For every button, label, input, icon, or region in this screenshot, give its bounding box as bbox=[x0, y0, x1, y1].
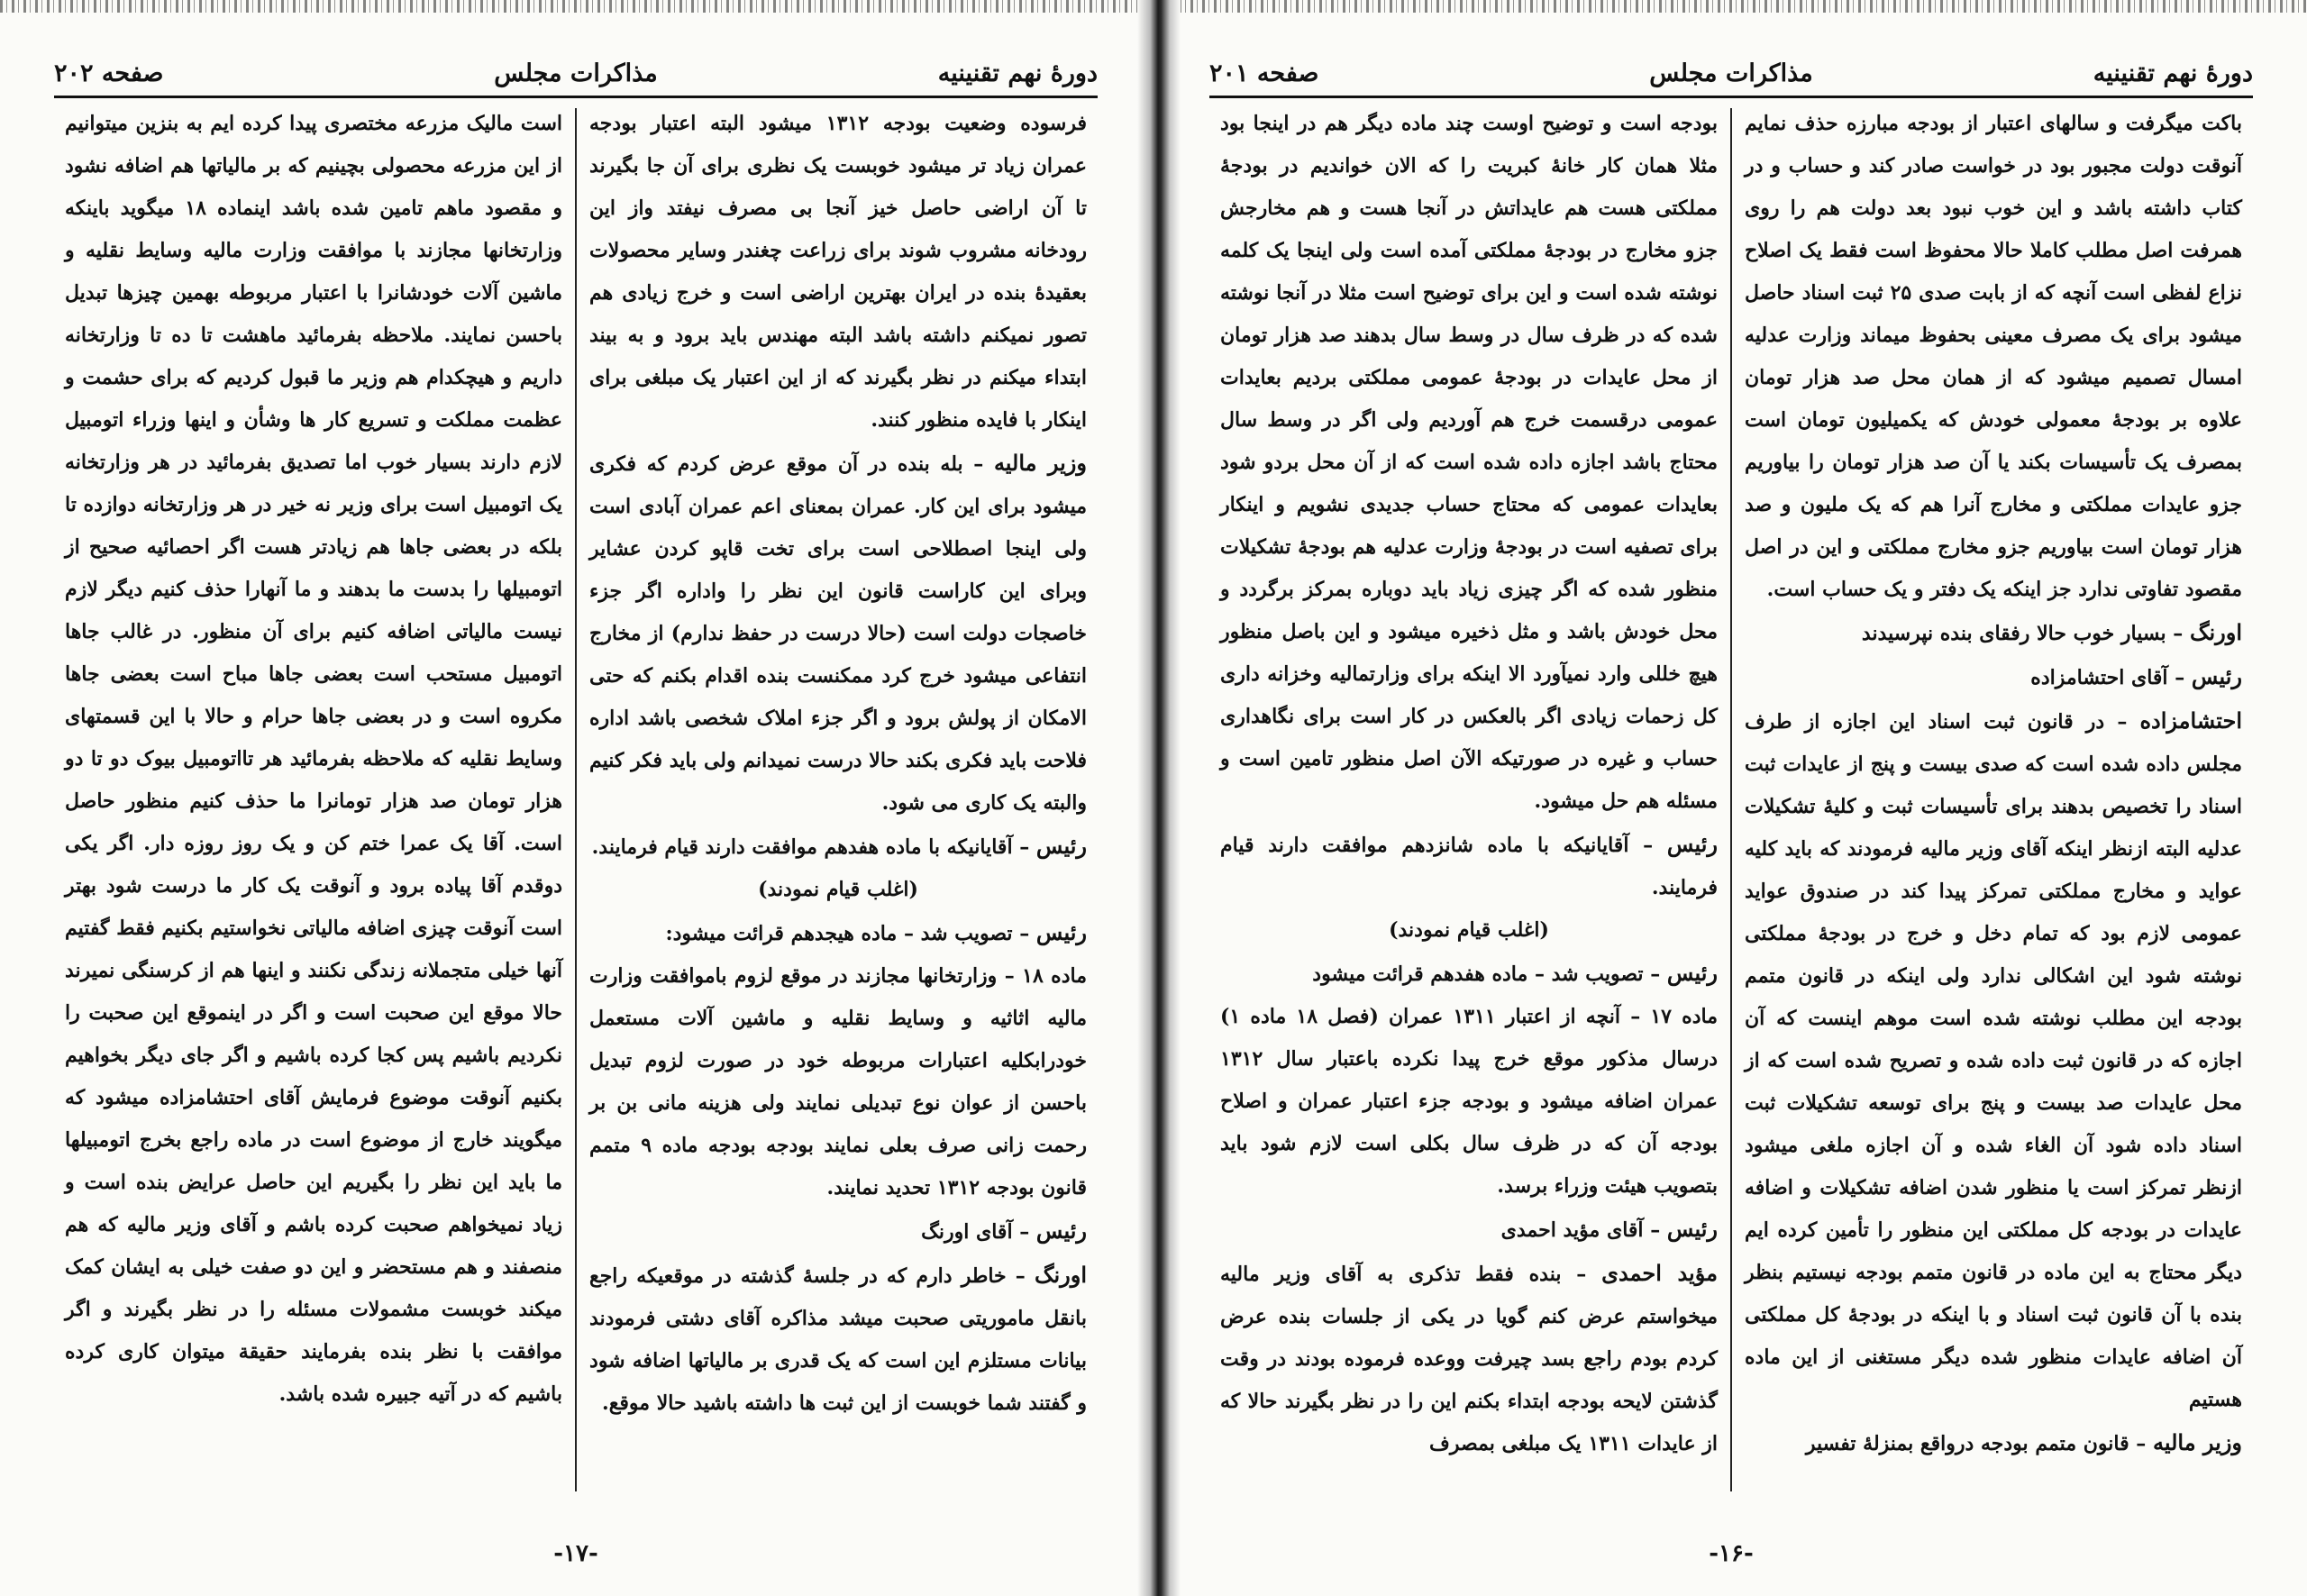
right-page bbox=[1155, 0, 2307, 1596]
speaker-name: رئیس bbox=[1666, 831, 1718, 857]
paragraph-text: – بله بنده در آن موقع عرض کردم که فکری میشود برای این کار. عمران بمعنای اعم عمران آبادی است ولی اینجا اصطلاحی است برای تخت قاپو کردن عشایر وبرای این کاراست قانون این نظر را واداره اگر جزء خاصجات دولت است (حالا درست در حفظ ندارم) از مخارج انتفاعی میشود خرج کرد ممکنست بنده اقدام بکنم که حتی الامکان از پولش برود و اگر جزء املاک شخصی باشد اداره فلاحت باید فکری بکند حالا درست نمیدانم ولی باید فکر کنیم والبته یک کاری می شود. bbox=[589, 452, 1087, 815]
paragraph bbox=[589, 911, 1087, 955]
paragraph bbox=[1220, 952, 1718, 996]
left-page-header bbox=[54, 54, 1098, 92]
speaker-name: رئیس bbox=[1666, 1216, 1718, 1242]
speaker-name: اورنگ bbox=[2189, 619, 2242, 645]
session-title: دورهٔ نهم تقنینیه bbox=[937, 59, 1098, 87]
column-divider bbox=[1730, 108, 1732, 1491]
left-page-columns bbox=[52, 103, 1099, 1497]
paragraph-text: – آقای اورنگ bbox=[921, 1220, 1030, 1244]
paragraph-text: فرسوده وضعیت بودجه ۱۳۱۲ میشود البته اعتبار بودجه عمران زیاد تر میشود خوبست یک نظری برای آن جا بگیرند تا آن اراضی حاصل خیز آنجا بی مصرف نیفتد واز این رودخانه مشروب شوند برای زراعت چغندر وسایر محصولات بعقیدهٔ بنده در ایران بهترین اراضی است و خرج زیادی هم تصور نمیکنم داشته باشد البته مهندس باید برود و به بیند ابتداء میکنم در نظر بگیرند که از این اعتبار یک مبلغی برای اینکار با فایده منظور کنند. bbox=[589, 112, 1087, 432]
paragraph-text: (اغلب قیام نمودند) bbox=[1389, 918, 1549, 942]
right-column bbox=[577, 103, 1099, 1497]
paragraph bbox=[1745, 611, 2242, 655]
paragraph bbox=[589, 1254, 1087, 1425]
paragraph bbox=[1745, 1421, 2242, 1465]
paragraph-text: – آقایانیکه با ماده هفدهم موافقت دارند قیام فرمایند. bbox=[591, 835, 1030, 859]
paragraph-text: ماده ۱۷ – آنچه از اعتبار ۱۳۱۱ عمران (فصل ۱۸ ماده ۱) درسال مذکور موقع خرج پیدا نکرده باعتبار سال ۱۳۱۲ عمران اضافه میشود و بودجه جزء اعتبار عمران و اصلاح بودجه آن که در ظرف سال بکلی است لازم شود باید بتصویب هیئت وزراء برسد. bbox=[1220, 1005, 1718, 1198]
speaker-name: رئیس bbox=[2191, 663, 2242, 689]
left-page bbox=[0, 0, 1152, 1596]
paragraph-text: – آقای احتشامزاده bbox=[2030, 666, 2185, 689]
paragraph bbox=[589, 103, 1087, 442]
speaker-name: رئیس bbox=[1035, 1218, 1087, 1244]
speaker-name: رئیس bbox=[1666, 960, 1718, 986]
speaker-name: اورنگ bbox=[1034, 1262, 1087, 1288]
column-divider bbox=[575, 108, 577, 1491]
paragraph bbox=[1745, 699, 2242, 1421]
right-column bbox=[1732, 103, 2255, 1497]
page-number: -۱۶- bbox=[1709, 1540, 1754, 1567]
speaker-name: وزیر مالیه bbox=[2152, 1429, 2242, 1455]
speaker-name: احتشامزاده bbox=[2139, 707, 2242, 734]
right-page-header bbox=[1209, 54, 2253, 92]
paragraph-text: – آقایانیکه با ماده شانزدهم موافقت دارند قیام فرمایند. bbox=[1220, 834, 1718, 899]
right-page-columns bbox=[1208, 103, 2255, 1497]
left-column bbox=[52, 103, 575, 1497]
speaker-name: رئیس bbox=[1035, 919, 1087, 945]
speaker-name: مؤید احمدی bbox=[1601, 1260, 1718, 1286]
scan-edge-noise bbox=[1155, 0, 2307, 13]
paragraph-text: – بسیار خوب حالا رفقای بنده نپرسیدند bbox=[1861, 622, 2184, 645]
speaker-name: رئیس bbox=[1035, 833, 1087, 859]
paragraph-text: (اغلب قیام نمودند) bbox=[758, 878, 918, 901]
paragraph-text: – خاطر دارم که در جلسهٔ گذشته در موقعیکه راجع بانقل ماموریتی صحبت میشد مذاکره آقای دشتی فرمودند بیانات مستلزم این است که یک قدری بر مالیاتها اضافه شود و گفتند شما خوبست از این ثبت ها داشته باشید حالا موقع. bbox=[589, 1264, 1087, 1415]
folio: صفحه ۲۰۲ bbox=[54, 59, 164, 87]
paragraph bbox=[1220, 823, 1718, 909]
left-column bbox=[1208, 103, 1730, 1497]
paragraph-text: – بنده فقط تذکری به آقای وزیر مالیه میخواستم عرض کنم گویا در یکی از جلسات بنده عرض کردم بودم راجع بسد چیرفت ووعده فرموده بودند در وقت گذشتن لایحه بودجه ابتداء بکنم این را در نظر بگیرند حالا که از عایدات ۱۳۱۱ یک مبلغی بمصرف bbox=[1220, 1263, 1718, 1455]
running-title: مذاکرات مجلس bbox=[1649, 59, 1813, 87]
paragraph bbox=[65, 103, 562, 1416]
paragraph-text: بودجه است و توضیح اوست چند ماده دیگر هم در اینجا بود مثلا همان کار خانهٔ کبریت را که الان خواندیم در بودجهٔ مملکتی هست هم عایداتش در آنجا هست و هم مخارجش جزو مخارج در بودجهٔ مملکتی آمده است ولی اینجا یک کلمه نوشته شده است و این برای توضیح است مثلا در آنجا نوشته شده که در ظرف سال در وسط سال بدهند صد هزار تومان از محل عایدات در بودجهٔ عمومی مملکتی بردیم بعایدات عمومی درقسمت خرج هم آوردیم ولی اگر در وسط سال محتاج باشد اجازه داده شده است که از آن محل بردو شود بعایدات عمومی که محتاج حساب جدیدی نشویم و اینکار برای تصفیه است در بودجهٔ وزارت عدلیه هم بودجهٔ تشکیلات منظور شده که اگر چیزی زیاد باید دوباره بمرکز برگردد و محل خودش باشد و مثل ذخیره میشود و این باصل منظور هیچ خللی وارد نمیآورد الا اینکه برای وزارتمالیه وخزانه داری کل زحمات زیادی اگر بالعکس در کار است برای نگاهداری حساب و غیره در صورتیکه الآن اصل منظور تامین است و مسئله هم حل میشود. bbox=[1220, 112, 1719, 813]
paragraph bbox=[589, 1209, 1087, 1254]
paragraph bbox=[589, 955, 1087, 1209]
paragraph-text: ماده ۱۸ – وزارتخانها مجازند در موقع لزوم باموافقت وزارت مالیه اثاثیه و وسایط نقلیه و ماشین آلات مستعمل خودرابکلیه اعتبارات مربوطه خود در صورت لزوم تبدیل باحسن از عوان نوع تبدیلی نمایند ولی هزینه مانی بن بر رحمت زانی صرف بعلی نمایند بودجه بودجه ماده ۹ متمم قانون بودجه ۱۳۱۲ تحدید نمایند. bbox=[589, 964, 1087, 1199]
folio: صفحه ۲۰۱ bbox=[1209, 59, 1319, 87]
paragraph-text: – تصویب شد – ماده هفدهم قرائت میشود bbox=[1312, 962, 1661, 986]
page-number: -۱۷- bbox=[553, 1540, 598, 1567]
paragraph bbox=[1745, 103, 2242, 611]
session-title: دورهٔ نهم تقنینیه bbox=[2093, 59, 2253, 87]
paragraph bbox=[589, 869, 1087, 911]
speaker-name: وزیر مالیه bbox=[993, 450, 1087, 476]
paragraph bbox=[1220, 909, 1718, 952]
paragraph-text: است مالیک مزرعه مختصری پیدا کرده ایم به بنزین میتوانیم از این مزرعه محصولی بچینیم که بر مالیاتها هم اضافه نشود و مقصود ماهم تامین شده باشد اینماده ۱۸ میگوید باینکه وزارتخانها مجازند با موافقت وزارت مالیه وسایط نقلیه و ماشین آلات خودشانرا با اعتبار مربوطه بهمین چیزها تبدیل باحسن نمایند. ملاحظه بفرمائید ماهشت تا ده تا وزارتخانه داریم و هیچکدام هم وزیر ما قبول کردیم که برای حشمت و عظمت مملکت و تسریع کار ها وشأن و اینها وزراء اتومبیل لازم دارند بسیار خوب اما تصدیق بفرمائید در هر وزارتخانه یک اتومبیل است برای وزیر نه خیر در هر وزارتخانه دوازده تا بلکه در بعضی جاها هم زیادتر هست اگر احصائیه صحیح از اتومبیلها را بدست ما بدهند و ما آنهارا حذف کنیم دیگر لازم نیست مالیاتی اضافه کنیم برای آن منظور. در غالب جاها اتومبیل مستحب است بعضی جاها مباح است بعضی جاها مکروه است و در بعضی جاها حرام و حالا با این قسمتهای وسایط نقلیه که ملاحظه بفرمائید هر تااتومبیل بیوک دو تا دو هزار تومان صد هزار تومانرا ما حذف کنیم منظور حاصل است. آقا یک عمرا ختم کن و یک روز روزه دار. اگر یکی دوقدم آقا پیاده برود و آنوقت یک کار ما درست شود بهتر است آنوقت چیزی اضافه مالیاتی نخواستیم بکنیم فقط گفتیم آنها خیلی متجملانه زندگی نکنند و اینها هم از کرسنگی نمیرند حالا موقع این صحبت است و اگر در اینموقع این صحبت را نکردیم باشیم پس کجا کرده باشیم و اگر جای دیگر بخواهیم بکنیم آنوقت موضوع فرمایش آقای احتشامزاده میشود که میگویند خارج از موضوع است در ماده راجع بخرج اتومبیلها ما باید این نظر را بگیریم این حاصل عرایض بنده است و زیاد نمیخواهم صحبت کرده باشم و آقای وزیر مالیه که هم منصفند و هم مستحضر و این دو صفت خیلی به ایشان کمک میکند خوبست مشمولات مسئله را در نظر بگیرند و اگر موافقت با نظر بنده بفرمایند حقیقة میتوان کاری کرده باشیم که در آتیه جبیره شده باشد. bbox=[65, 112, 563, 1406]
paragraph-text: – در قانون ثبت اسناد این اجازه از طرف مجلس داده شده است که صدی بیست و پنج از عایدات ثبت اسناد را تخصیص بدهند برای تأسیسات ثبت و کلیهٔ تشکیلات عدلیه البته ازنظر اینکه آقای وزیر مالیه فرمودند که باید کلیه عواید و مخارج مملکتی تمرکز پیدا کند در صندوق عواید عمومی لازم بود که تمام دخل و خرج در بودجهٔ مملکتی نوشته شود این اشکالی ندارد ولی اینکه در قانون متمم بودجه این مطلب نوشته شده است موهم اینست که آن اجازه که در قانون ثبت داده شده و تصریح شده است که از محل عایدات صد بیست و پنج برای توسعه تشکیلات ثبت اسناد داده شود آن الغاء شده و آن اجازه ملغی میشود ازنظر تمرکز است یا منظور شدن اضافه تشکیلات و اضافه عایدات در بودجه کل مملکتی این منظور را تأمین کرده ایم دیگر محتاج به این ماده در قانون متمم بودجه نیستیم بنظر بنده با آن قانون ثبت اسناد و با اینکه در بودجهٔ کل مملکتی آن اضافه عایدات منظور شده دیگر مستغنی از این ماده هستیم bbox=[1745, 710, 2242, 1411]
paragraph bbox=[1220, 996, 1718, 1208]
paragraph bbox=[1745, 655, 2242, 699]
paragraph-text: – قانون متمم بودجه درواقع بمنزلهٔ تفسیر bbox=[1805, 1432, 2147, 1455]
running-title: مذاکرات مجلس bbox=[494, 59, 658, 87]
paragraph-text: باکت میگرفت و سالهای اعتبار از بودجه مبارزه حذف نمایم آنوقت دولت مجبور بود در خواست صادر کند و حساب و در کتاب داشته باشد و این خوب نبود بعد دولت هم را روی همرفت اصل مطلب کاملا حالا محفوظ است فقط یک اصلاح نزاع لفظی است آنچه که از بابت صدی ۲۵ ثبت اسناد حاصل میشود برای یک مصرف معینی بحفوظ میماند وزارت عدلیه امسال تصمیم میشود که از همان محل صد هزار تومان علاوه بر بودجهٔ معمولی خودش که یکمیلیون تومان است بمصرف یک تأسیسات بکند یا آن صد هزار تومان را بیاوریم جزو عایدات مملکتی و مخارج آنرا هم که یک ملیون و صد هزار تومان است بیاوریم جزو مخارج مملکتی و این در اصل مقصود تفاوتی ندارد جز اینکه یک دفتر و یک حساب است. bbox=[1745, 112, 2243, 601]
book-gutter bbox=[1137, 0, 1181, 1596]
paragraph-text: – آقای مؤید احمدی bbox=[1500, 1218, 1661, 1242]
paragraph bbox=[589, 825, 1087, 869]
paragraph bbox=[1220, 1208, 1718, 1252]
header-rule bbox=[1209, 96, 2253, 98]
scan-edge-noise bbox=[0, 0, 1152, 13]
paragraph bbox=[1220, 1252, 1718, 1465]
paragraph bbox=[589, 442, 1087, 825]
paragraph-text: – تصویب شد – ماده هیجدهم قرائت میشود: bbox=[665, 922, 1030, 945]
header-rule bbox=[54, 96, 1098, 98]
paragraph bbox=[1220, 103, 1718, 823]
